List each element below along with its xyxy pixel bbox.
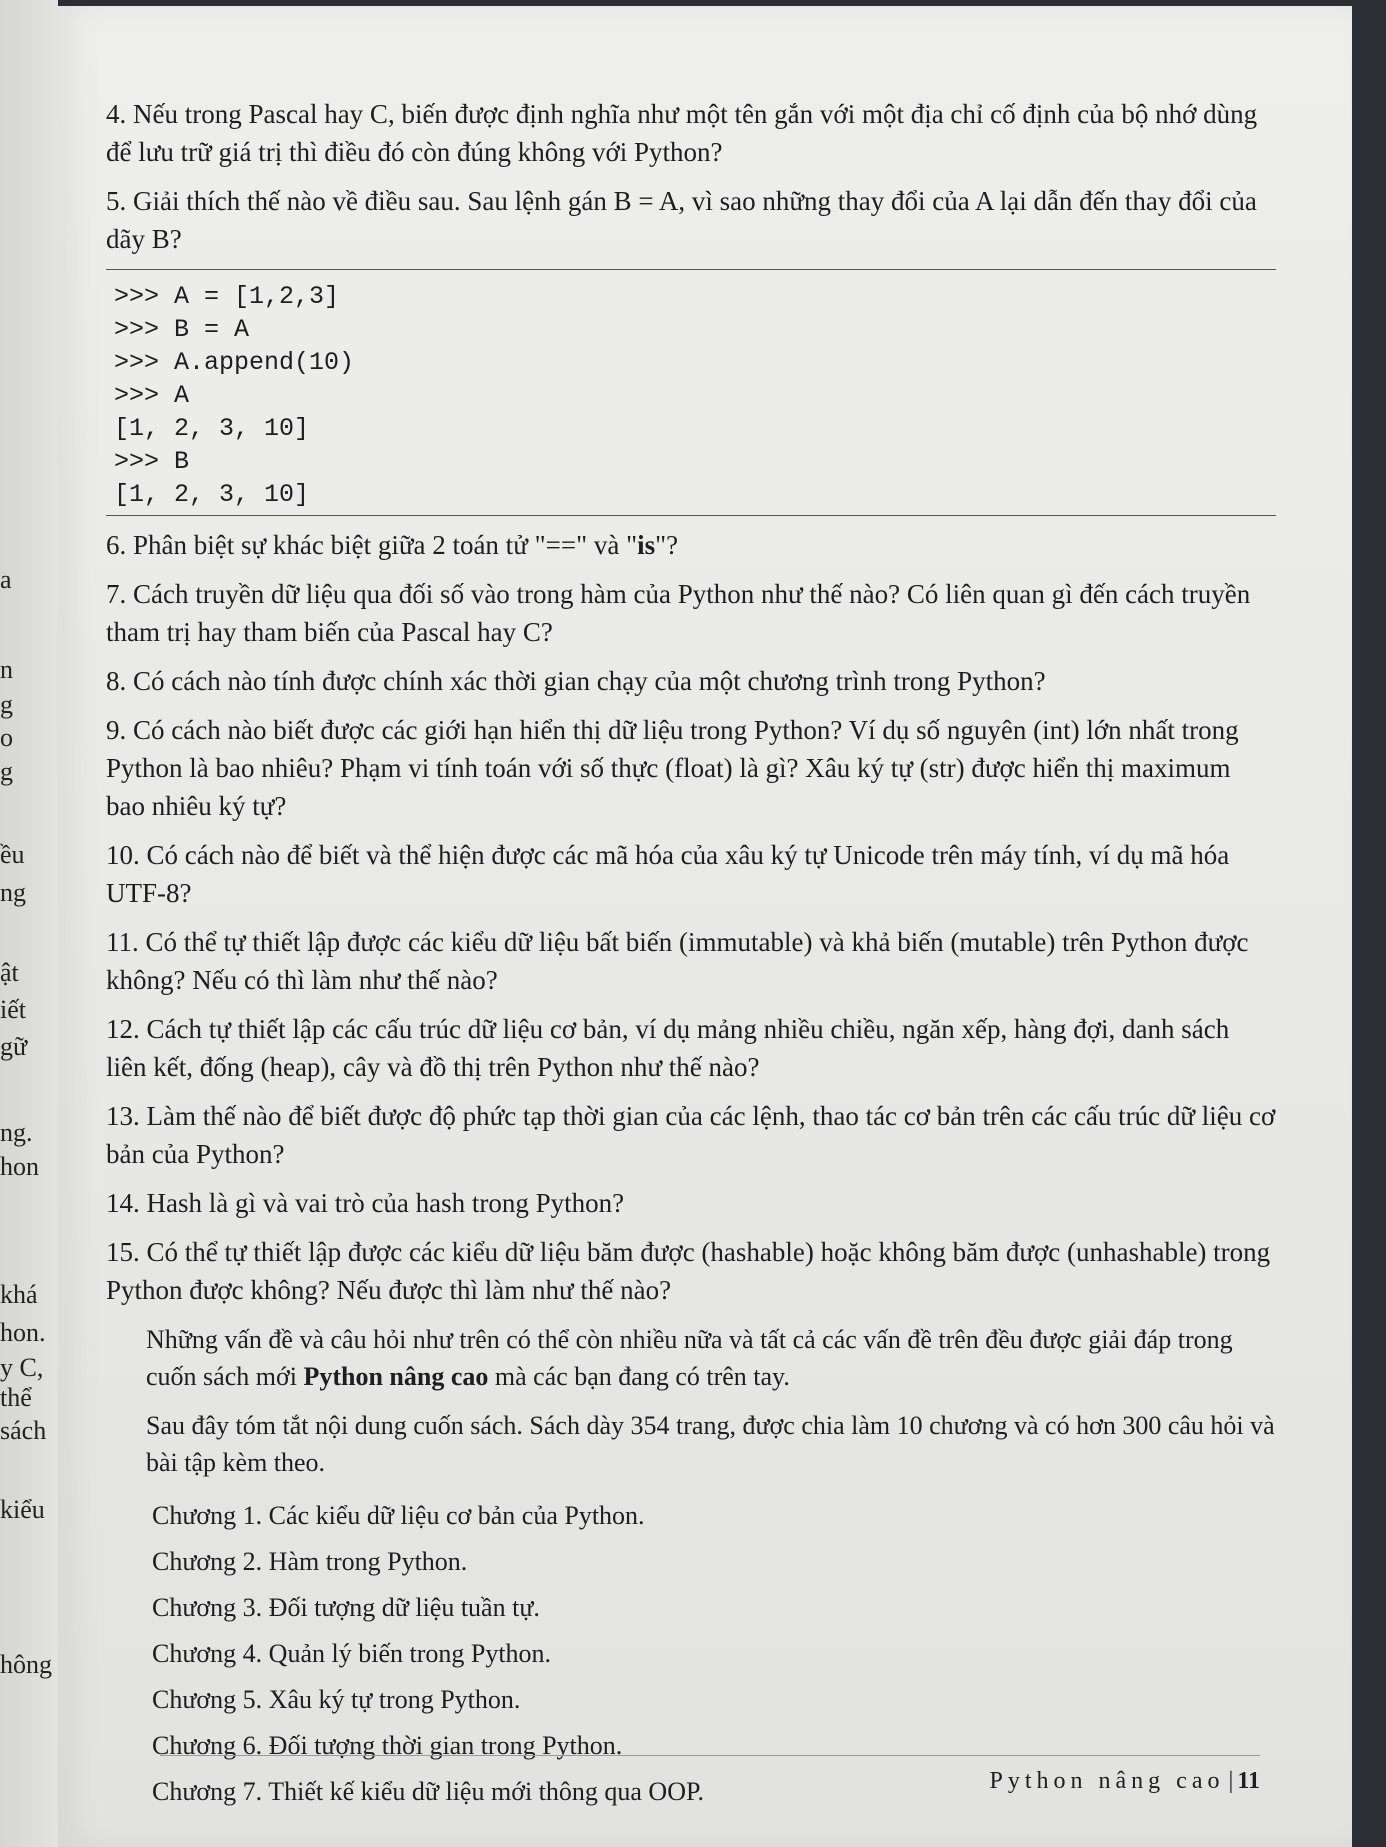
code-line: >>> B (114, 447, 190, 476)
running-title: Python nâng cao (989, 1768, 1225, 1794)
facing-page-fragment: y C, (0, 1353, 44, 1382)
code-line: [1, 2, 3, 10] (114, 480, 310, 509)
chapter-item: Chương 3. Đối tượng dữ liệu tuần tự. (152, 1593, 540, 1622)
question-9: 9. Có cách nào biết được các giới hạn hiển thị dữ liệu trong Python? Ví dụ số nguyên (int) lớn nhất trong Python là bao nhiêu? Phạm vi tính toán với số thực (float) là gì? Xâu ký tự (str) được hiển thị maximum bao nhiêu ký tự? (106, 715, 1239, 821)
summary-paragraph-1 (146, 1321, 1276, 1395)
facing-page-fragment: ng. (0, 1118, 33, 1147)
facing-page-fragment: ng (0, 878, 26, 907)
question-7: 7. Cách truyền dữ liệu qua đối số vào trong hàm của Python như thế nào? Có liên quan gì đến cách truyền tham trị hay tham biến của Pascal hay C? (106, 579, 1251, 647)
page-footer (160, 1755, 1260, 1795)
operator-is: is (637, 530, 656, 560)
facing-page-fragment: kiểu (0, 1495, 45, 1524)
summary-text: Những vấn đề và câu hỏi như trên có thể còn nhiều nữa và tất cả các vấn đề trên đều được giải đáp trong cuốn sách mới (146, 1325, 1233, 1391)
page-content (106, 95, 1276, 1815)
facing-page-fragment: g (0, 690, 13, 719)
question-15: 15. Có thể tự thiết lập được các kiểu dữ liệu băm được (hashable) hoặc không băm được (unhashable) trong Python được không? Nếu được thì làm như thế nào? (106, 1237, 1271, 1305)
chapter-item: Chương 4. Quản lý biến trong Python. (152, 1639, 552, 1668)
chapter-item: Chương 7. Thiết kế kiểu dữ liệu mới thông qua OOP. (152, 1777, 705, 1806)
facing-page-fragment: thể (0, 1383, 32, 1412)
facing-page-fragment: khá (0, 1280, 38, 1309)
code-line: >>> A (114, 381, 190, 410)
question-6 (106, 526, 1276, 564)
page-number: 11 (1237, 1768, 1260, 1794)
question-6-prefix: 6. Phân biệt sự khác biệt giữa 2 toán tử " (106, 530, 546, 560)
question-12: 12. Cách tự thiết lập các cấu trúc dữ liệu cơ bản, ví dụ mảng nhiều chiều, ngăn xếp, hàng đợi, danh sách liên kết, đống (heap), cây và đồ thị trên Python như thế nào? (106, 1014, 1230, 1082)
facing-page-fragment: g (0, 757, 13, 786)
code-line: [1, 2, 3, 10] (114, 414, 310, 443)
footer-separator: | (1228, 1768, 1234, 1794)
chapter-item: Chương 1. Các kiểu dữ liệu cơ bản của Python. (152, 1501, 645, 1530)
chapter-item: Chương 2. Hàm trong Python. (152, 1547, 468, 1576)
question-8: 8. Có cách nào tính được chính xác thời gian chạy của một chương trình trong Python? (106, 666, 1046, 696)
facing-page-fragment: iết (0, 995, 26, 1024)
facing-page-edge (0, 0, 58, 1847)
facing-page-fragment: o (0, 723, 13, 752)
facing-page-fragment: sách (0, 1416, 47, 1445)
question-5: 5. Giải thích thế nào về điều sau. Sau lệnh gán B = A, vì sao những thay đổi của A lại dẫn đến thay đổi của dãy B? (106, 186, 1257, 254)
question-11: 11. Có thể tự thiết lập được các kiểu dữ liệu bất biến (immutable) và khả biến (mutable) trên Python được không? Nếu có thì làm như thế nào? (106, 927, 1249, 995)
facing-page-fragment: gữ (0, 1032, 28, 1061)
question-14: 14. Hash là gì và vai trò của hash trong Python? (106, 1188, 625, 1218)
chapter-item: Chương 5. Xâu ký tự trong Python. (152, 1685, 521, 1714)
facing-page-fragment: ật (0, 958, 19, 987)
facing-page-fragment: hông (0, 1650, 52, 1679)
code-line: >>> A = [1,2,3] (114, 282, 340, 311)
operator-equality: == (545, 530, 577, 560)
code-line: >>> A.append(10) (114, 348, 355, 377)
book-title-bold: Python nâng cao (303, 1362, 489, 1391)
question-13: 13. Làm thế nào để biết được độ phức tạp thời gian của các lệnh, thao tác cơ bản trên các cấu trúc dữ liệu cơ bản của Python? (106, 1101, 1276, 1169)
facing-page-fragment: hon. (0, 1318, 46, 1347)
summary-text: mà các bạn đang có trên tay. (488, 1362, 790, 1391)
summary-paragraph-2: Sau đây tóm tắt nội dung cuốn sách. Sách dày 354 trang, được chia làm 10 chương và có hơn 300 câu hỏi và bài tập kèm theo. (146, 1411, 1275, 1477)
code-line: >>> B = A (114, 315, 250, 344)
code-example (106, 269, 1276, 516)
question-4: 4. Nếu trong Pascal hay C, biến được định nghĩa như một tên gắn với một địa chỉ cố định của bộ nhớ dùng để lưu trữ giá trị thì điều đó còn đúng không với Python? (106, 99, 1258, 167)
facing-page-fragment: ều (0, 840, 25, 869)
chapter-item: Chương 6. Đối tượng thời gian trong Python. (152, 1731, 623, 1760)
question-6-suffix: "? (655, 530, 679, 560)
facing-page-fragment: n (0, 655, 13, 684)
question-6-middle: " và " (576, 530, 638, 560)
facing-page-fragment: a (0, 565, 12, 594)
facing-page-fragment: hon (0, 1152, 39, 1181)
question-10: 10. Có cách nào để biết và thể hiện được các mã hóa của xâu ký tự Unicode trên máy tính, ví dụ mã hóa UTF-8? (106, 840, 1230, 908)
